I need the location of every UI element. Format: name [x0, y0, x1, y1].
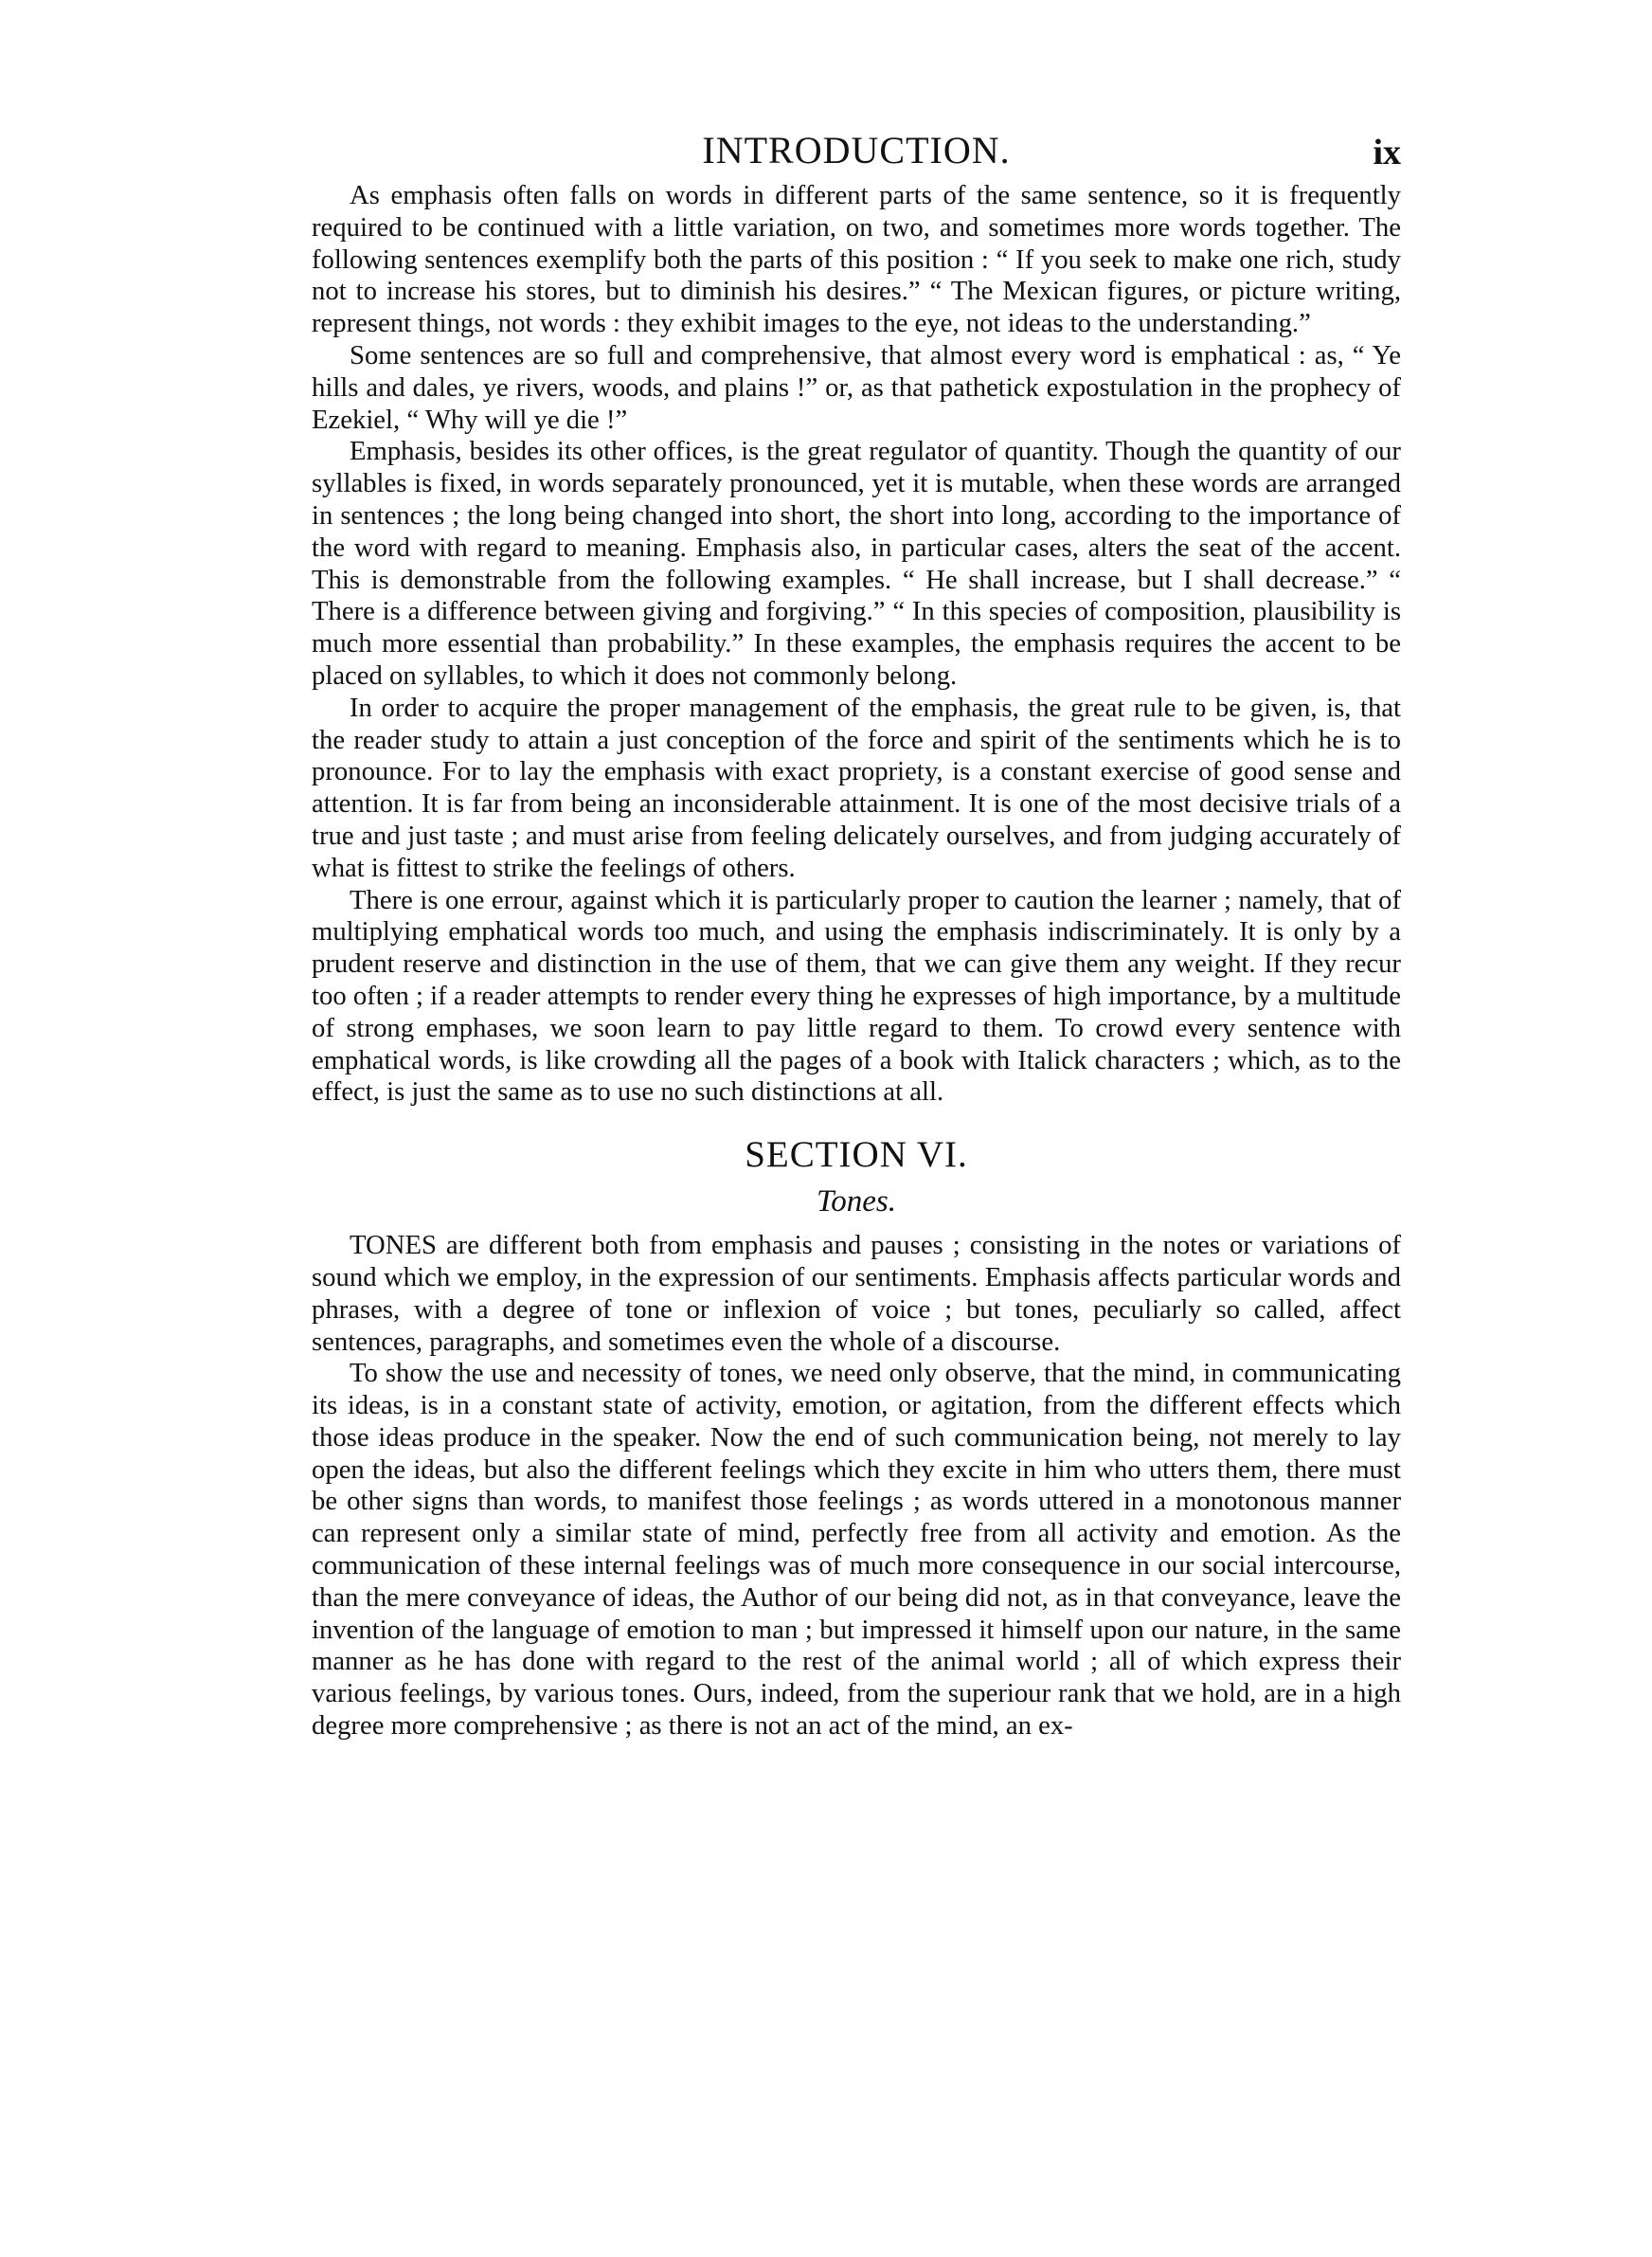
paragraph-tones-necessity: To show the use and necessity of tones, we need only observe, that the mind, in communicating its ideas, is in a constant state of activity, emotion, or agitation, from the different effects which those ideas produce in the speaker. Now the end of such communication being, not merely to lay open the ideas, but also the different feelings which they excite in him who utters them, there must be other signs than words, to manifest those feelings ; as words uttered in a monotonous manner can represent only a similar state of mind, perfectly free from all activity and emotion. As the communication of these internal feelings was of much more consequence in our social intercourse, than the mere conveyance of ideas, the Author of our being did not, as in that conveyance, leave the invention of the language of emotion to man ; but impressed it himself upon our nature, in the same manner as he has done with regard to the rest of the animal world ; all of which express their various feelings, by various tones. Ours, indeed, from the superiour rank that we hold, are in a high degree more comprehensive ; as there is not an act of the mind, an ex- [312, 1358, 1401, 1742]
paragraph-emphatical-sentences: Some sentences are so full and comprehensive, that almost every word is emphatical : as, “ Ye hills and dales, ye rivers, woods, and plains !” or, as that pathetick expostulation in the prophecy of Ezekiel, “ Why will ye die !” [312, 339, 1401, 435]
paragraph-tones-definition: TONES are different both from emphasis and pauses ; consisting in the notes or variations of sound which we employ, in the expression of our sentiments. Emphasis affects particular words and phrases, with a degree of tone or inflexion of voice ; but tones, peculiarly so called, affect sentences, paragraphs, and sometimes even the whole of a discourse. [312, 1230, 1401, 1357]
book-page [312, 127, 1401, 2212]
running-title: INTRODUCTION. [702, 129, 1011, 172]
section-subtitle: Tones. [816, 1184, 897, 1219]
running-head [312, 127, 1401, 180]
paragraph-emphasis-rule: In order to acquire the proper management of the emphasis, the great rule to be given, is, that the reader study to attain a just conception of the force and spirit of the sentiments which he is to pronounce. For to lay the emphasis with exact propriety, is a constant exercise of good sense and attention. It is far from being an inconsiderable attainment. It is one of the most decisive trials of a true and just taste ; and must arise from feeling delicately ourselves, and from judging accurately of what is fittest to strike the feelings of others. [312, 692, 1401, 883]
page-number: ix [1373, 133, 1401, 172]
paragraph-emphasis-quantity: Emphasis, besides its other offices, is the great regulator of quantity. Though the quantity of our syllables is fixed, in words separately pronounced, yet it is mutable, when these words are arranged in sentences ; the long being changed into short, the short into long, according to the importance of the word with regard to meaning. Emphasis also, in particular cases, alters the seat of the accent. This is demonstrable from the following examples. “ He shall increase, but I shall decrease.” “ There is a difference between giving and forgiving.” “ In this species of composition, plausibility is much more essential than probability.” In these examples, the emphasis requires the accent to be placed on syllables, to which it does not commonly belong. [312, 436, 1401, 691]
paragraph-emphasis-continued: As emphasis often falls on words in different parts of the same sentence, so it is frequently required to be continued with a little variation, on two, and sometimes more words together. The following sentences exemplify both the parts of this position : “ If you seek to make one rich, study not to increase his stores, but to diminish his desires.” “ The Mexican figures, or picture writing, represent things, not words : they exhibit images to the eye, not ideas to the understanding.” [312, 180, 1401, 339]
section-heading: SECTION VI. [745, 1134, 968, 1176]
paragraph-emphasis-errour: There is one errour, against which it is particularly proper to caution the learner ; namely, that of multiplying emphatical words too much, and using the emphasis indiscriminately. It is only by a prudent reserve and distinction in the use of them, that we can give them any weight. If they recur too often ; if a reader attempts to render every thing he expresses of high importance, by a multitude of strong emphases, we soon learn to pay little regard to them. To crowd every sentence with emphatical words, is like crowding all the pages of a book with Italick characters ; which, as to the effect, is just the same as to use no such distinctions at all. [312, 884, 1401, 1108]
